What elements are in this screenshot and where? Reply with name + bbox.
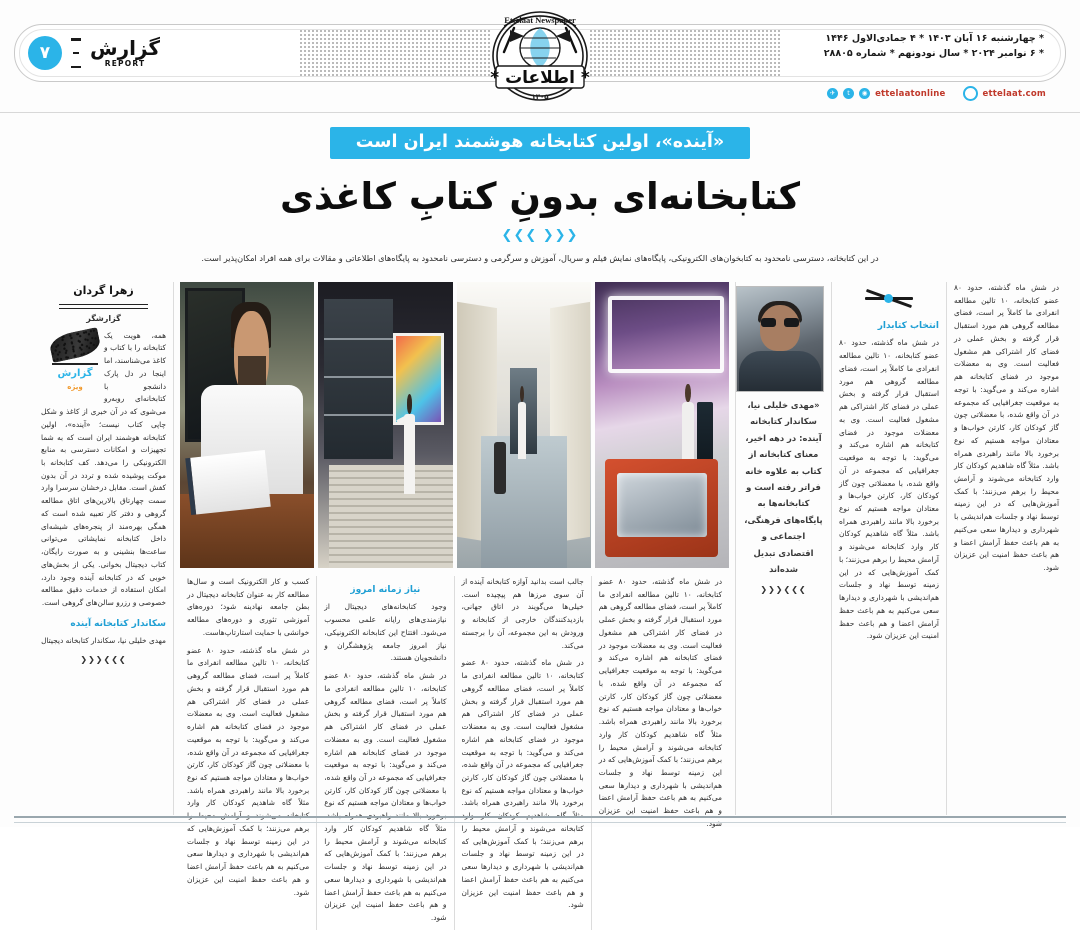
body-paragraph: کسب و کار الکترونیک است و سال‌ها مطالعه کار به عنوان کتابخانه دیجیتال در بطن جامعه نهادینه شود؛ دوره‌های آموزشی تئوری و دوره‌های مطالعه خوانشی با حمایت استارتاپ‌هاست. [187,577,310,637]
twitter-icon[interactable]: t [843,88,854,99]
article-body [0,282,1080,923]
subcolumn-1 [180,576,317,930]
photo-lobby-interactive-table [595,282,729,568]
issue-date-block [824,32,1044,61]
page-number-badge[interactable]: ۷ [28,36,62,70]
report-stamp-sub: ویژه [67,382,83,391]
body-paragraph-lead: همه، هویت یک کتابخانه را با کتاب و کاغذ می‌شناسند، اما اینجا در دل پارک دانشجو با کتابخانه‌ای روبه‌رو می‌شوی که در آن خبری از کاغذ و شکل چاپی کتاب نیست؛ «آینده»، اولین کتابخانه هوشمند ایران است که به شما تجهیزات و امکانات دسترسی به منابع الکترونیکی را می‌دهد. کف کتابخانه با موکت پوشیده شده و تردد در آن بدون کفش است. مقابل درخشان سرسرا وارد سمت چهارتاق بالارین‌های اتاق مطالعه گروهی و دفتر کار تعبیه شده است که همگی بهره‌مند از پنجره‌های شیشه‌ای داخل کتابخانه نمایشاتی می‌توانی ساعت‌ها بنشینی و به صورت رایگان، کتاب دیجیتال بخوانی. یکی از بخش‌های خوبی که در کتابخانه آینده وجود دارد، امکان استفاده از خدمات دقیق مطالعه خصوصی و رزرو سالن‌های گروهی است. [41,330,166,608]
body-paragraph: وجود کتابخانه‌های دیجیتال از نیازمندی‌های رایانه علمی محسوب می‌شود. افتتاح این کتابخانه الکترونیکی، نیاز امروز جامعه پژوهشگران و دانشجویان هستند. [324,602,447,663]
heading-future-library-captain: سکاندار کتابخانه آینده [70,618,166,629]
svg-text:* اطلاعات *: * اطلاعات * [490,68,590,88]
photo-caption: مهدی خلیلی نیا، سکاندار کتابخانه دیجیتال [41,636,166,646]
column-left [832,282,947,815]
halftone-texture-right [590,30,780,76]
website-label[interactable]: ettelaat.com [982,88,1046,99]
pullquote-ornament-icon: ❯❯❯❮❮❮ [760,585,807,595]
page-title: کتابخانه‌ای بدونِ کتابِ کاغذی [279,175,801,218]
masthead [0,0,1080,113]
byline [41,282,166,326]
ettelaat-logo [474,4,606,108]
telegram-icon[interactable]: ✈ [827,88,838,99]
heading-librarian-choice: انتخاب کتابدار [877,321,939,331]
tag-rule-ornament [71,38,81,68]
photo-reading-corridor [457,282,591,568]
body-paragraph: در شش ماه گذشته، حدود ۸۰ عضو کتابخانه، ۱۰ تالین مطالعه انفرادی ما کاملاً پر است، فضای مطالعه گروهی هم مورد استقبال قرار گرفته و بخش عملی در فضای کار اشتراکی هم مشغول فعالیت است. وی به معضلات موجود در فضای کتابخانه هم اشاره می‌کند و می‌گوید: با توجه به موقعیت جغرافیایی که مجموعه در آن واقع شده، با معضلاتی چون گاز کودکان کار، کارتن خواب‌ها و معتادان مواجه هستیم که نوع برخورد بالا مانند راهبردی همراه باشد. مثلاً گاه شاهدیم کودکان کار وارد کتابخانه می‌شوند و آرامش محیط را برهم می‌زنند؛ با کمک آموزش‌هایی که در این زمینه توسط نهاد و جلسات هم‌اندیشی با شهرداری و دیدارها سعی می‌کنیم به هم باعث حفظ آرامش اعضا و هم باعث حفظ امنیت این عزیزان شود. [839,338,939,641]
subcolumn-3 [455,576,592,930]
social-links-row[interactable] [827,86,1046,101]
body-paragraph: در شش ماه گذشته، حدود ۸۰ عضو کتابخانه، ۱۰ تالین مطالعه انفرادی ما کاملاً پر است، فضای مطالعه گروهی هم مورد استقبال قرار گرفته و بخش عملی در فضای کار اشتراکی هم مشغول فعالیت است. وی به معضلات موجود در فضای کتابخانه هم اشاره می‌کند و می‌گوید: با توجه به موقعیت جغرافیایی که مجموعه در آن واقع شده، با معضلاتی چون گاز کودکان کار، کارتن خواب‌ها و معتادان مواجه هستیم که نوع برخورد بالا مانند راهبردی همراه باشد. مثلاً گاه شاهدیم کودکان کار وارد کتابخانه می‌شوند و آرامش محیط را برهم می‌زنند؛ با کمک آموزش‌هایی که در این زمینه توسط نهاد و جلسات هم‌اندیشی با شهرداری و دیدارها سعی می‌کنیم به هم باعث حفظ آرامش اعضا و هم باعث حفظ امنیت این عزیزان شود. [954,283,1059,573]
body-paragraph: جالب است بدانید آوازه کتابخانه آینده از آن سوی مرزها هم پیچیده است. خیلی‌ها می‌گویند در اتاق جهانی، بازدیدکنندگان خارجی از کتابخانه و ورودش به این مجموعه، آن را برجسته می‌کند. [461,577,584,650]
body-paragraph: در شش ماه گذشته، حدود ۸۰ عضو کتابخانه، ۱۰ تالین مطالعه انفرادی ما کاملاً پر است، فضای مطالعه گروهی هم مورد استقبال قرار گرفته و بخش عملی در فضای کار اشتراکی هم مشغول فعالیت است. وی به معضلات موجود در فضای کتابخانه هم اشاره می‌کند و می‌گوید: با توجه به موقعیت جغرافیایی که مجموعه در آن واقع شده، با معضلاتی چون گاز کودکان کار، کارتن خواب‌ها و معتادان مواجه هستیم که نوع برخورد بالا مانند راهبردی همراه باشد. مثلاً گاه شاهدیم کودکان کار وارد کتابخانه می‌شوند و آرامش محیط را برهم می‌زنند؛ با کمک آموزش‌هایی که در این زمینه توسط نهاد و جلسات هم‌اندیشی با شهرداری و دیدارها سعی می‌کنیم به هم باعث حفظ آرامش اعضا و هم باعث حفظ امنیت این عزیزان شود. [324,671,447,923]
column-far-left [947,282,1066,815]
arrow-ornament-icon: ❮❮❮ ❯❯❯ [501,228,579,243]
photo-shelf-wall-display [318,282,452,568]
crossed-pens-icon [863,286,915,312]
column-pullquote [736,282,832,815]
date-line-persian: * چهارشنبه ۱۶ آبان ۱۴۰۳ * ۴ جمادی‌الاول ۱۴۴۶ [825,33,1044,44]
social-handle-label[interactable]: ettelaatonline [875,88,946,99]
byline-divider [59,304,148,309]
end-ornament-icon: ❯❯❯❮❮❮ [80,655,127,665]
reporter-name: زهرا گردان [73,284,134,297]
column-photos [174,282,736,923]
body-paragraph: در شش ماه گذشته، حدود ۸۰ عضو کتابخانه، ۱۰ تالین مطالعه انفرادی ما کاملاً پر است، فضای مطالعه گروهی هم مورد استقبال قرار گرفته و بخش عملی در فضای کار اشتراکی هم مشغول فعالیت است. وی به معضلات موجود در فضای کتابخانه هم اشاره می‌کند و می‌گوید: با توجه به موقعیت جغرافیایی که مجموعه در آن واقع شده، با معضلاتی چون گاز کودکان کار، کارتن خواب‌ها و معتادان مواجه هستیم که نوع برخورد بالا مانند راهبردی همراه باشد. مثلاً گاه شاهدیم کودکان کار وارد کتابخانه می‌شوند و آرامش محیط را برهم می‌زنند؛ با کمک آموزش‌هایی که در این زمینه توسط نهاد و جلسات هم‌اندیشی با شهرداری و دیدارها سعی می‌کنیم به هم باعث حفظ آرامش اعضا و هم باعث حفظ امنیت این عزیزان شود. [598,577,722,828]
leaf-divider [52,363,98,365]
headline-block [0,113,1080,265]
subcolumn-4 [592,576,729,930]
svg-text:Ettelaat Newspaper: Ettelaat Newspaper [504,15,576,25]
leaf-icon [48,327,102,363]
column-far-right [34,282,174,815]
body-paragraph: در شش ماه گذشته، حدود ۸۰ عضو کتابخانه، ۱۰ تالین مطالعه انفرادی ما کاملاً پر است، فضای مطالعه گروهی هم مورد استقبال قرار گرفته و بخش عملی در فضای کار اشتراکی هم مشغول فعالیت است. وی به معضلات موجود در فضای کتابخانه هم اشاره می‌کند و می‌گوید: با توجه به موقعیت جغرافیایی که مجموعه در آن واقع شده، با معضلاتی چون گاز کودکان کار، کارتن خواب‌ها و معتادان مواجه هستیم که نوع برخورد بالا مانند راهبردی همراه باشد. مثلاً گاه شاهدیم کودکان کار وارد کتابخانه می‌شوند و آرامش محیط را برهم می‌زنند؛ با کمک آموزش‌هایی که در این زمینه توسط نهاد و جلسات هم‌اندیشی با شهرداری و دیدارها سعی می‌کنیم به هم باعث حفظ آرامش اعضا و هم باعث حفظ امنیت این عزیزان شود. [461,658,584,910]
subcolumn-2 [317,576,454,930]
section-tag [28,30,160,76]
body-paragraph: در شش ماه گذشته، حدود ۸۰ عضو کتابخانه، ۱۰ تالین مطالعه انفرادی ما کاملاً پر است، فضای مطالعه گروهی هم مورد استقبال قرار گرفته و بخش عملی در فضای کار اشتراکی هم مشغول فعالیت است. وی به معضلات موجود در فضای کتابخانه هم اشاره می‌کند و می‌گوید: با توجه به موقعیت جغرافیایی که مجموعه در آن واقع شده، با معضلاتی چون گاز کودکان کار، کارتن خواب‌ها و معتادان مواجه هستیم که نوع برخورد بالا مانند راهبردی همراه باشد. مثلاً گاه شاهدیم کودکان کار وارد کتابخانه می‌شوند و آرامش محیط را برهم می‌زنند؛ با کمک آموزش‌هایی که در این زمینه توسط نهاد و جلسات هم‌اندیشی با شهرداری و دیدارها سعی می‌کنیم به هم باعث حفظ آرامش اعضا و هم باعث حفظ امنیت این عزیزان شود. [187,645,310,897]
photo-strip [180,282,729,568]
section-label-fa: گزارش [90,36,161,61]
halftone-texture-left [300,30,490,76]
globe-icon[interactable] [963,86,978,101]
section-label-group [90,38,160,68]
date-line-gregorian: * ۶ نوامبر ۲۰۲۴ * سال نودونهم * شماره ۲۸۸۰۵ [823,47,1044,59]
pullquote-text: «مهدی خلیلی نیا، سکاندار کتابخانه آینده: در دهه اخیر، معنای کتابخانه از کتاب به علاوه خانه فراتر رفته است و کتابخانه‌ها به پایگاه‌های فرهنگی، اجتماعی و اقتصادی تبدیل شده‌اند [744,400,823,574]
kicker-banner: «آینده»، اولین کتابخانه هوشمند ایران است [330,127,750,159]
leaf-ornament-block [46,332,104,393]
librarian-portrait-photo [736,286,824,392]
heading-need-of-our-time: نیاز زمانه امروز [350,585,421,595]
reporter-role: گزارشگر [86,313,121,323]
lede-paragraph: در این کتابخانه، دسترسی نامحدود به کتابخوان‌های الکترونیکی، پایگاه‌های نمایش فیلم و سریال، آموزش و سرگرمی و دسترسی نامحدود به پایگاه‌های اطلاعاتی و مقالات برای همه افراد امکان‌پذیر است. [201,253,879,263]
instagram-icon[interactable]: ◉ [859,88,870,99]
report-stamp-label: گزارش [57,367,93,379]
photo-reader-at-desk [180,282,314,568]
section-label-en: REPORT [104,59,146,69]
svg-text:۱۳۰۵: ۱۳۰۵ [531,93,549,101]
footer-rule [14,816,1066,823]
